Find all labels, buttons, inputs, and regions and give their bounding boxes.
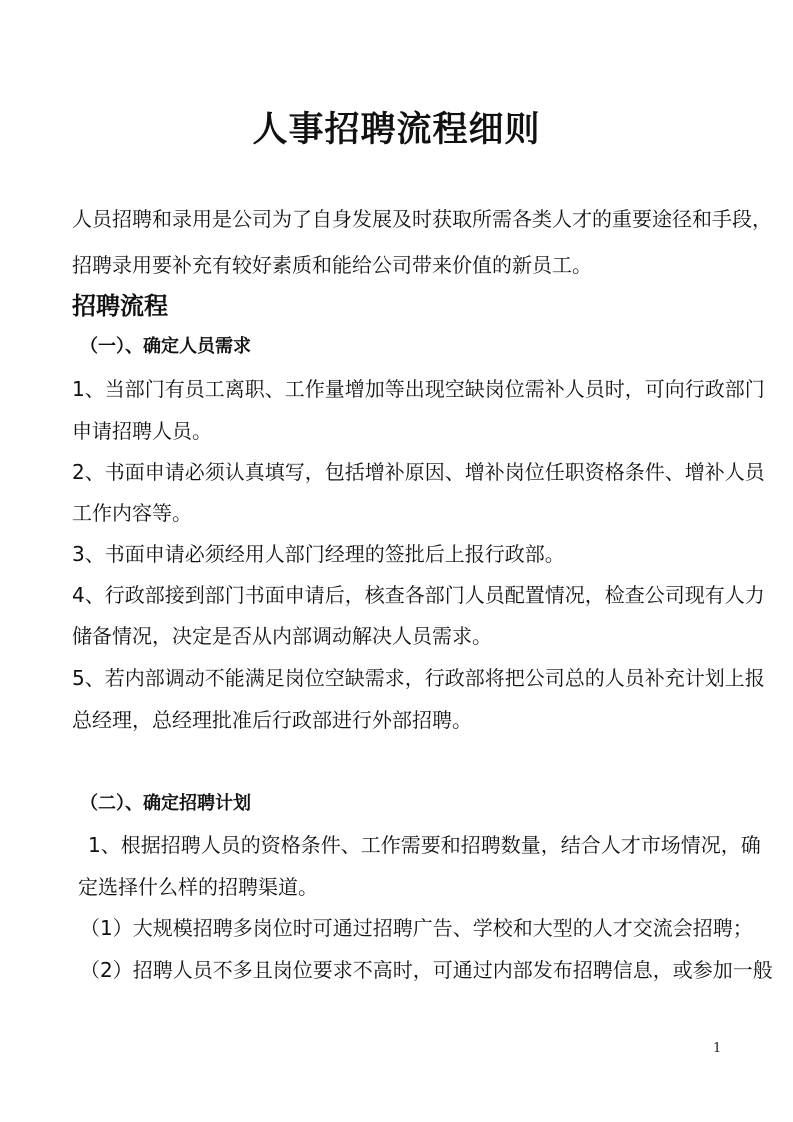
paragraph-line: 储备情况，决定是否从内部调动解决人员需求。: [72, 624, 492, 648]
paragraph-line: 总经理，总经理批准后行政部进行外部招聘。: [72, 708, 472, 732]
paragraph-line: 定选择什么样的招聘渠道。: [78, 875, 318, 899]
list-item: （2）招聘人员不多且岗位要求不高时，可通过内部发布招聘信息，或参加一般: [80, 958, 773, 982]
paragraph-line: 工作内容等。: [72, 501, 192, 525]
section-heading: 招聘流程: [72, 292, 168, 320]
paragraph-line: 申请招聘人员。: [72, 419, 212, 443]
paragraph-line: 5、若内部调动不能满足岗位空缺需求，行政部将把公司总的人员补充计划上报: [72, 666, 765, 690]
subsection-heading: （二）、确定招聘计划: [80, 793, 251, 814]
paragraph-line: 1、当部门有员工离职、工作量增加等出现空缺岗位需补人员时，可向行政部门: [72, 377, 765, 401]
document-title: 人事招聘流程细则: [252, 110, 541, 150]
paragraph-line: 4、行政部接到部门书面申请后，核查各部门人员配置情况，检查公司现有人力: [72, 583, 765, 607]
list-item: （1）大规模招聘多岗位时可通过招聘广告、学校和大型的人才交流会招聘；: [80, 916, 753, 940]
paragraph-line: 2、书面申请必须认真填写，包括增补原因、增补岗位任职资格条件、增补人员: [72, 460, 765, 484]
subsection-heading: （一）、确定人员需求: [80, 336, 251, 357]
intro-line: 招聘录用要补充有较好素质和能给公司带来价值的新员工。: [72, 253, 592, 277]
paragraph-line: 1、根据招聘人员的资格条件、工作需要和招聘数量，结合人才市场情况，确: [88, 833, 761, 857]
page-number: 1: [713, 1041, 722, 1056]
intro-line: 人员招聘和录用是公司为了自身发展及时获取所需各类人才的重要途径和手段，: [72, 207, 772, 231]
paragraph-line: 3、书面申请必须经用人部门经理的签批后上报行政部。: [72, 542, 565, 566]
